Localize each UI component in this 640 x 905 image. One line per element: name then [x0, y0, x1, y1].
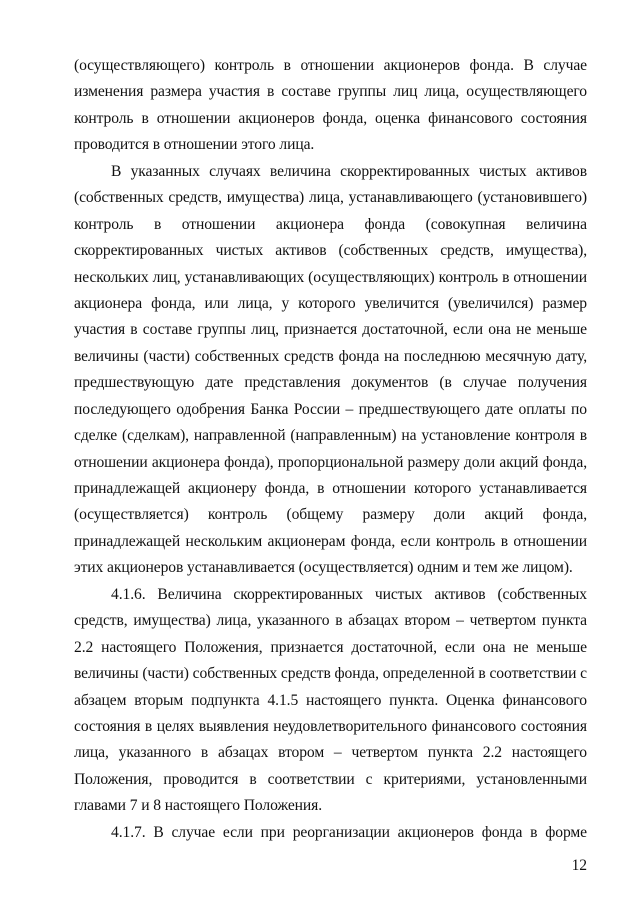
text-line: состояния в целях выявления неудовлетворительного финансового состояния	[74, 717, 587, 735]
text-line: предшествующую дате представления документов (в случае получения	[74, 374, 587, 392]
text-line: сделке (сделкам), направленной (направленным) на установление контроля в	[74, 427, 587, 445]
text-line: последующего одобрения Банка России – предшествующего дате оплаты по	[74, 400, 587, 418]
text-line: принадлежащей акционеру фонда, в отношении которого устанавливается	[74, 480, 587, 497]
text-line: отношении акционера фонда), пропорциональной размеру доли акций фонда,	[74, 453, 587, 471]
text-line: (осуществляющего) контроль в отношении акционеров фонда. В случае	[74, 57, 587, 74]
page-number: 12	[571, 857, 587, 874]
text-line: средств, имущества) лица, указанного в абзацах втором – четвертом пункта	[74, 612, 587, 630]
text-line: величины (части) собственных средств фонда, определенной в соответствии с	[74, 665, 587, 683]
text-line: лица, указанного в абзацах втором – четвертом пункта 2.2 настоящего	[74, 744, 587, 762]
text-line: Положения, проводится в соответствии с критериями, установленными	[74, 770, 587, 788]
text-line: изменения размера участия в составе группы лиц лица, осуществляющего	[74, 83, 587, 101]
text-line: 2.2 настоящего Положения, признается достаточной, если она не меньше	[74, 638, 587, 656]
text-line: нескольких лиц, устанавливающих (осуществляющих) контроль в отношении	[74, 268, 587, 286]
text-line: участия в составе группы лиц, признается достаточной, если она не меньше	[74, 321, 587, 339]
paragraph-4-1-7	[74, 820, 587, 846]
text-line: абзацем вторым подпункта 4.1.5 настоящего пункта. Оценка финансового	[74, 691, 587, 709]
text-line: акционера фонда, или лица, у которого увеличится (увеличился) размер	[74, 294, 587, 312]
text-line: контроль в отношении акционера фонда (совокупная величина	[74, 215, 587, 233]
text-line: (осуществляется) контроль (общему размеру доли акций фонда,	[74, 506, 587, 524]
text-line: принадлежащей нескольким акционерам фонда, если контроль в отношении	[74, 532, 587, 550]
text-line: величины (части) собственных средств фонда на последнюю месячную дату,	[74, 347, 587, 365]
paragraph-1	[74, 53, 587, 159]
paragraph-4-1-6	[74, 582, 587, 820]
text-line: скорректированных чистых активов (собственных средств, имущества),	[74, 242, 587, 260]
text-line: контроль в отношении акционеров фонда, оценка финансового состояния	[74, 109, 587, 127]
text-line: 4.1.6. Величина скорректированных чистых активов (собственных	[111, 585, 587, 603]
text-line: проводится в отношении этого лица.	[74, 136, 315, 154]
text-line: этих акционеров устанавливается (осуществляется) одним и тем же лицом).	[74, 559, 573, 577]
text-line: главами 7 и 8 настоящего Положения.	[74, 797, 323, 815]
document-body	[74, 53, 587, 846]
text-line: В указанных случаях величина скорректированных чистых активов	[111, 162, 587, 180]
paragraph-2	[74, 159, 587, 582]
text-line: 4.1.7. В случае если при реорганизации акционеров фонда в форме	[111, 823, 587, 841]
text-line: (собственных средств, имущества) лица, устанавливающего (установившего)	[74, 189, 587, 207]
